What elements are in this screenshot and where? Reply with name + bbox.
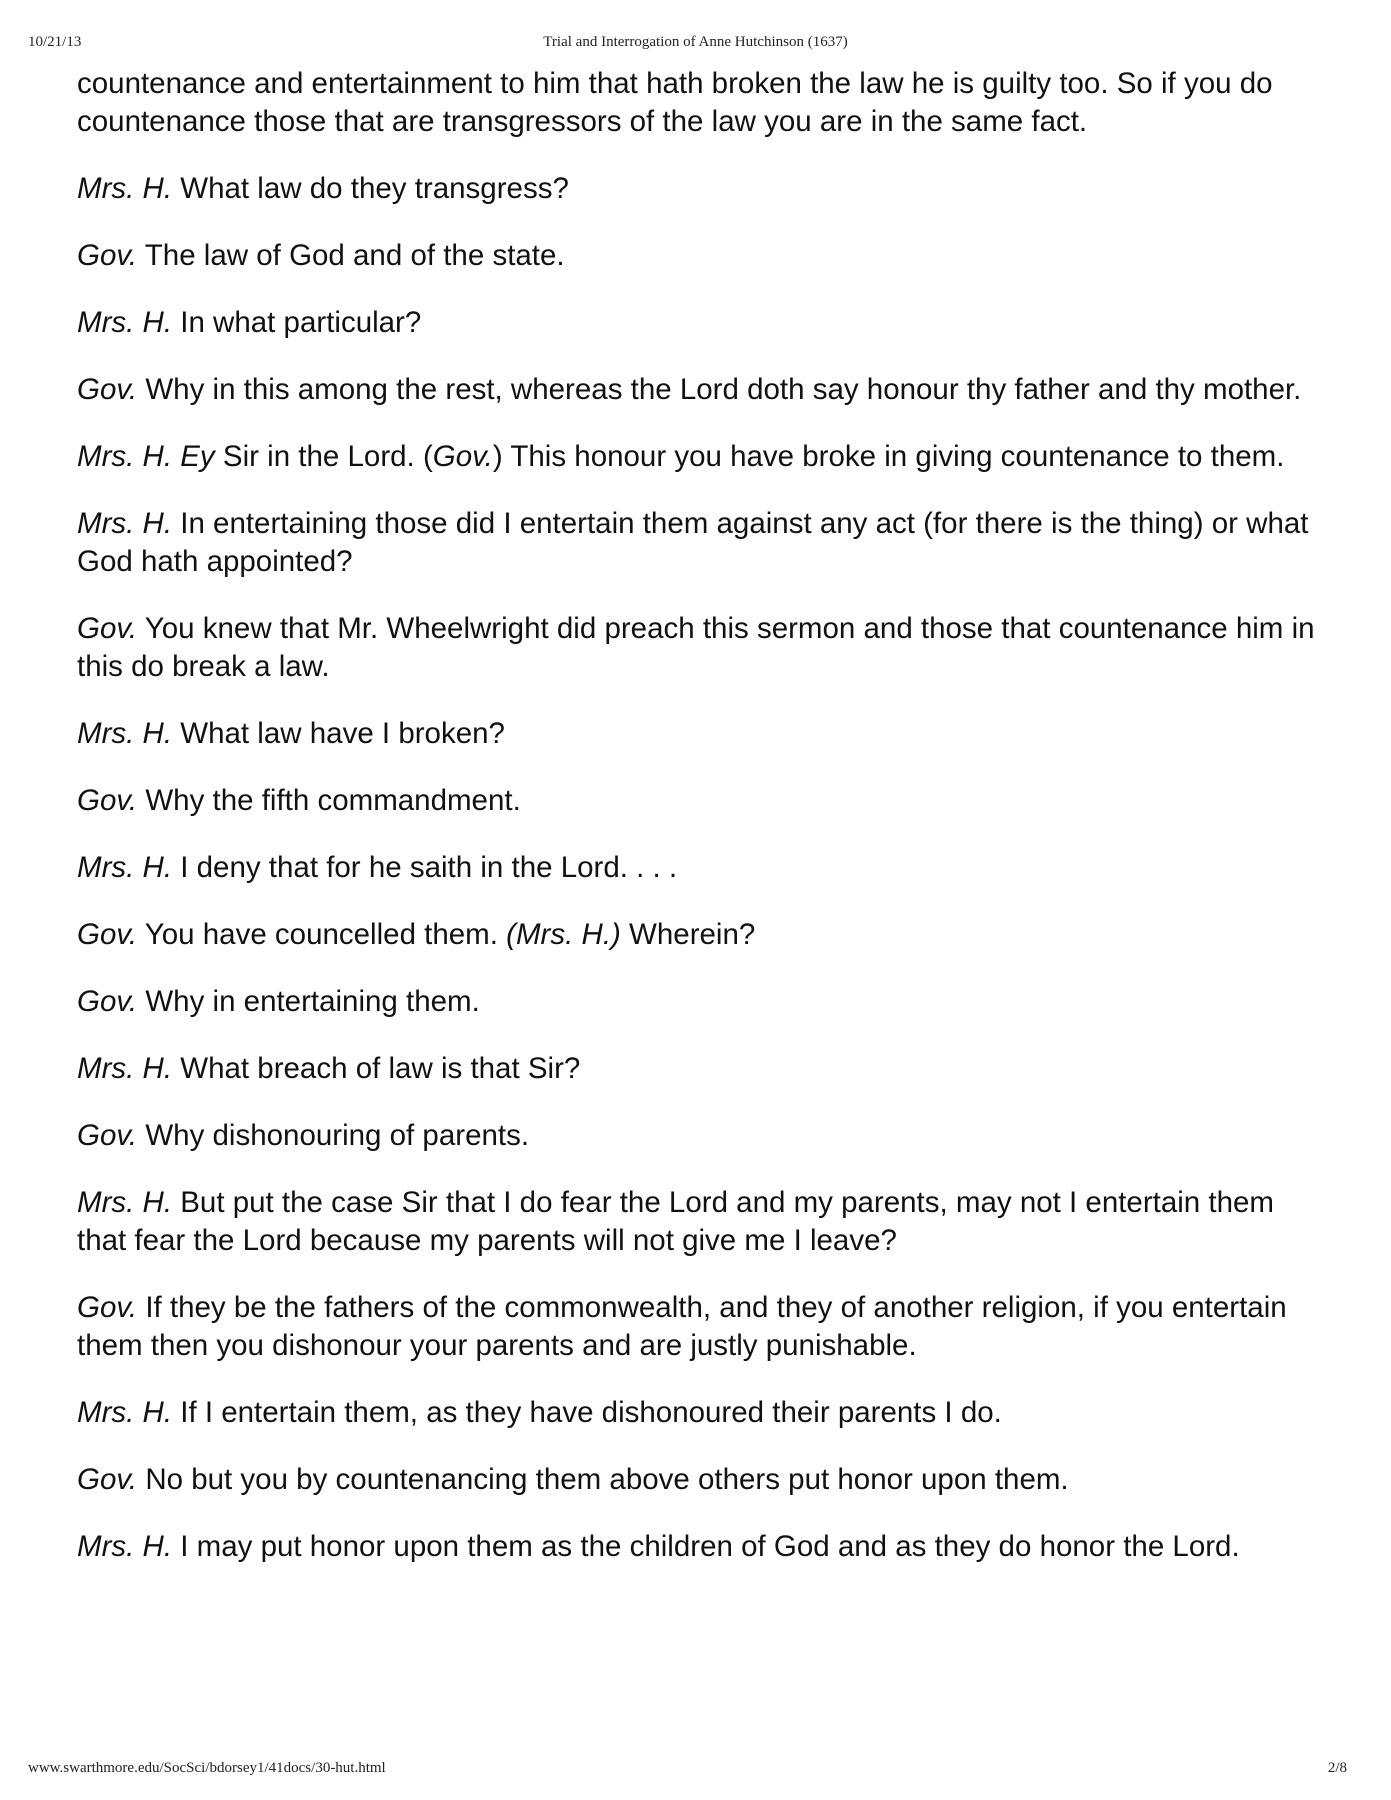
dialogue-paragraph (77, 505, 1322, 581)
dialogue-paragraph (77, 715, 1322, 753)
speaker-label: Gov. (77, 373, 138, 406)
paragraph-text: I may put honor upon them as the children of God and as they do honor the Lord. (180, 1530, 1240, 1563)
paragraph-text: But put the case Sir that I do fear the Lord and my parents, may not I entertain them that fear the Lord because my parents will not give me I leave? (77, 1186, 1274, 1257)
dialogue-paragraph (77, 438, 1322, 476)
paragraph-text: You knew that Mr. Wheelwright did preach this sermon and those that countenance him in this do break a law. (77, 612, 1315, 683)
italic-speaker-ref: Gov. (432, 440, 493, 473)
document-body (77, 65, 1322, 1595)
paragraph-text: Why the fifth commandment. (145, 784, 521, 817)
speaker-label: Mrs. H. (77, 440, 173, 473)
paragraph-text: If they be the fathers of the commonwealth, and they of another religion, if you entertain them then you dishonour your parents and are justly punishable. (77, 1291, 1287, 1362)
speaker-label: Mrs. H. (77, 1396, 173, 1429)
paragraph-text: The law of God and of the state. (144, 239, 565, 272)
speaker-label: Gov. (77, 1291, 138, 1324)
speaker-label: Gov. (77, 1463, 138, 1496)
dialogue-paragraph (77, 782, 1322, 820)
speaker-label: Gov. (77, 918, 138, 951)
footer-page-number: 2/8 (1327, 1760, 1347, 1776)
speaker-label: Mrs. H. (77, 507, 173, 540)
paragraph-text: What law do they transgress? (180, 172, 569, 205)
dialogue-paragraph (77, 1461, 1322, 1499)
paragraph-text: Why dishonouring of parents. (145, 1119, 530, 1152)
speaker-label: Mrs. H. (77, 1186, 173, 1219)
paragraph-text: Wherein? (629, 918, 756, 951)
speaker-label: Mrs. H. (77, 851, 173, 884)
paragraph-text: What law have I broken? (180, 717, 505, 750)
dialogue-paragraph (77, 849, 1322, 887)
paragraph-text: Why in entertaining them. (145, 985, 480, 1018)
speaker-label: Mrs. H. (77, 172, 173, 205)
paragraph-text: What breach of law is that Sir? (180, 1052, 581, 1085)
speaker-label: Mrs. H. (77, 717, 173, 750)
dialogue-paragraph (77, 170, 1322, 208)
speaker-label: Gov. (77, 239, 138, 272)
paragraph-text: If I entertain them, as they have dishonoured their parents I do. (180, 1396, 1002, 1429)
paragraph-text: Sir in the Lord. ( (222, 440, 433, 473)
dialogue-paragraph (77, 1289, 1322, 1365)
speaker-label: Gov. (77, 612, 138, 645)
speaker-label: Gov. (77, 1119, 138, 1152)
speaker-label: Mrs. H. (77, 306, 173, 339)
paragraph-text: You have councelled them. (144, 918, 498, 951)
dialogue-paragraph (77, 371, 1322, 409)
speaker-label: Gov. (77, 985, 138, 1018)
dialogue-paragraph (77, 1050, 1322, 1088)
dialogue-paragraph (77, 983, 1322, 1021)
dialogue-paragraph (77, 237, 1322, 275)
dialogue-paragraph (77, 304, 1322, 342)
speaker-label: Mrs. H. (77, 1530, 173, 1563)
dialogue-paragraph (77, 610, 1322, 686)
paragraph-text: countenance and entertainment to him that hath broken the law he is guilty too. So if you do countenance those that are transgressors of the law you are in the same fact. (77, 67, 1273, 138)
footer-url: www.swarthmore.edu/SocSci/bdorsey1/41docs/30-hut.html (28, 1760, 386, 1776)
dialogue-paragraph (77, 1528, 1322, 1566)
dialogue-paragraph (77, 1117, 1322, 1155)
dialogue-paragraph (77, 1184, 1322, 1260)
dialogue-paragraph (77, 916, 1322, 954)
paragraph-text: I deny that for he saith in the Lord. . . . (180, 851, 678, 884)
paragraph-continuation (77, 65, 1322, 141)
speaker-label: Mrs. H. (77, 1052, 173, 1085)
header-title: Trial and Interrogation of Anne Hutchinson (1637) (543, 34, 848, 50)
paragraph-text: No but you by countenancing them above others put honor upon them. (145, 1463, 1069, 1496)
italic-word: Ey (180, 440, 215, 473)
speaker-label: Gov. (77, 784, 138, 817)
paragraph-text: ) This honour you have broke in giving countenance to them. (492, 440, 1285, 473)
italic-speaker-ref: (Mrs. H.) (506, 918, 621, 951)
dialogue-paragraph (77, 1394, 1322, 1432)
paragraph-text: In entertaining those did I entertain them against any act (for there is the thing) or what God hath appointed? (77, 507, 1309, 578)
paragraph-text: Why in this among the rest, whereas the Lord doth say honour thy father and thy mother. (145, 373, 1302, 406)
header-date: 10/21/13 (28, 34, 82, 50)
paragraph-text: In what particular? (180, 306, 422, 339)
